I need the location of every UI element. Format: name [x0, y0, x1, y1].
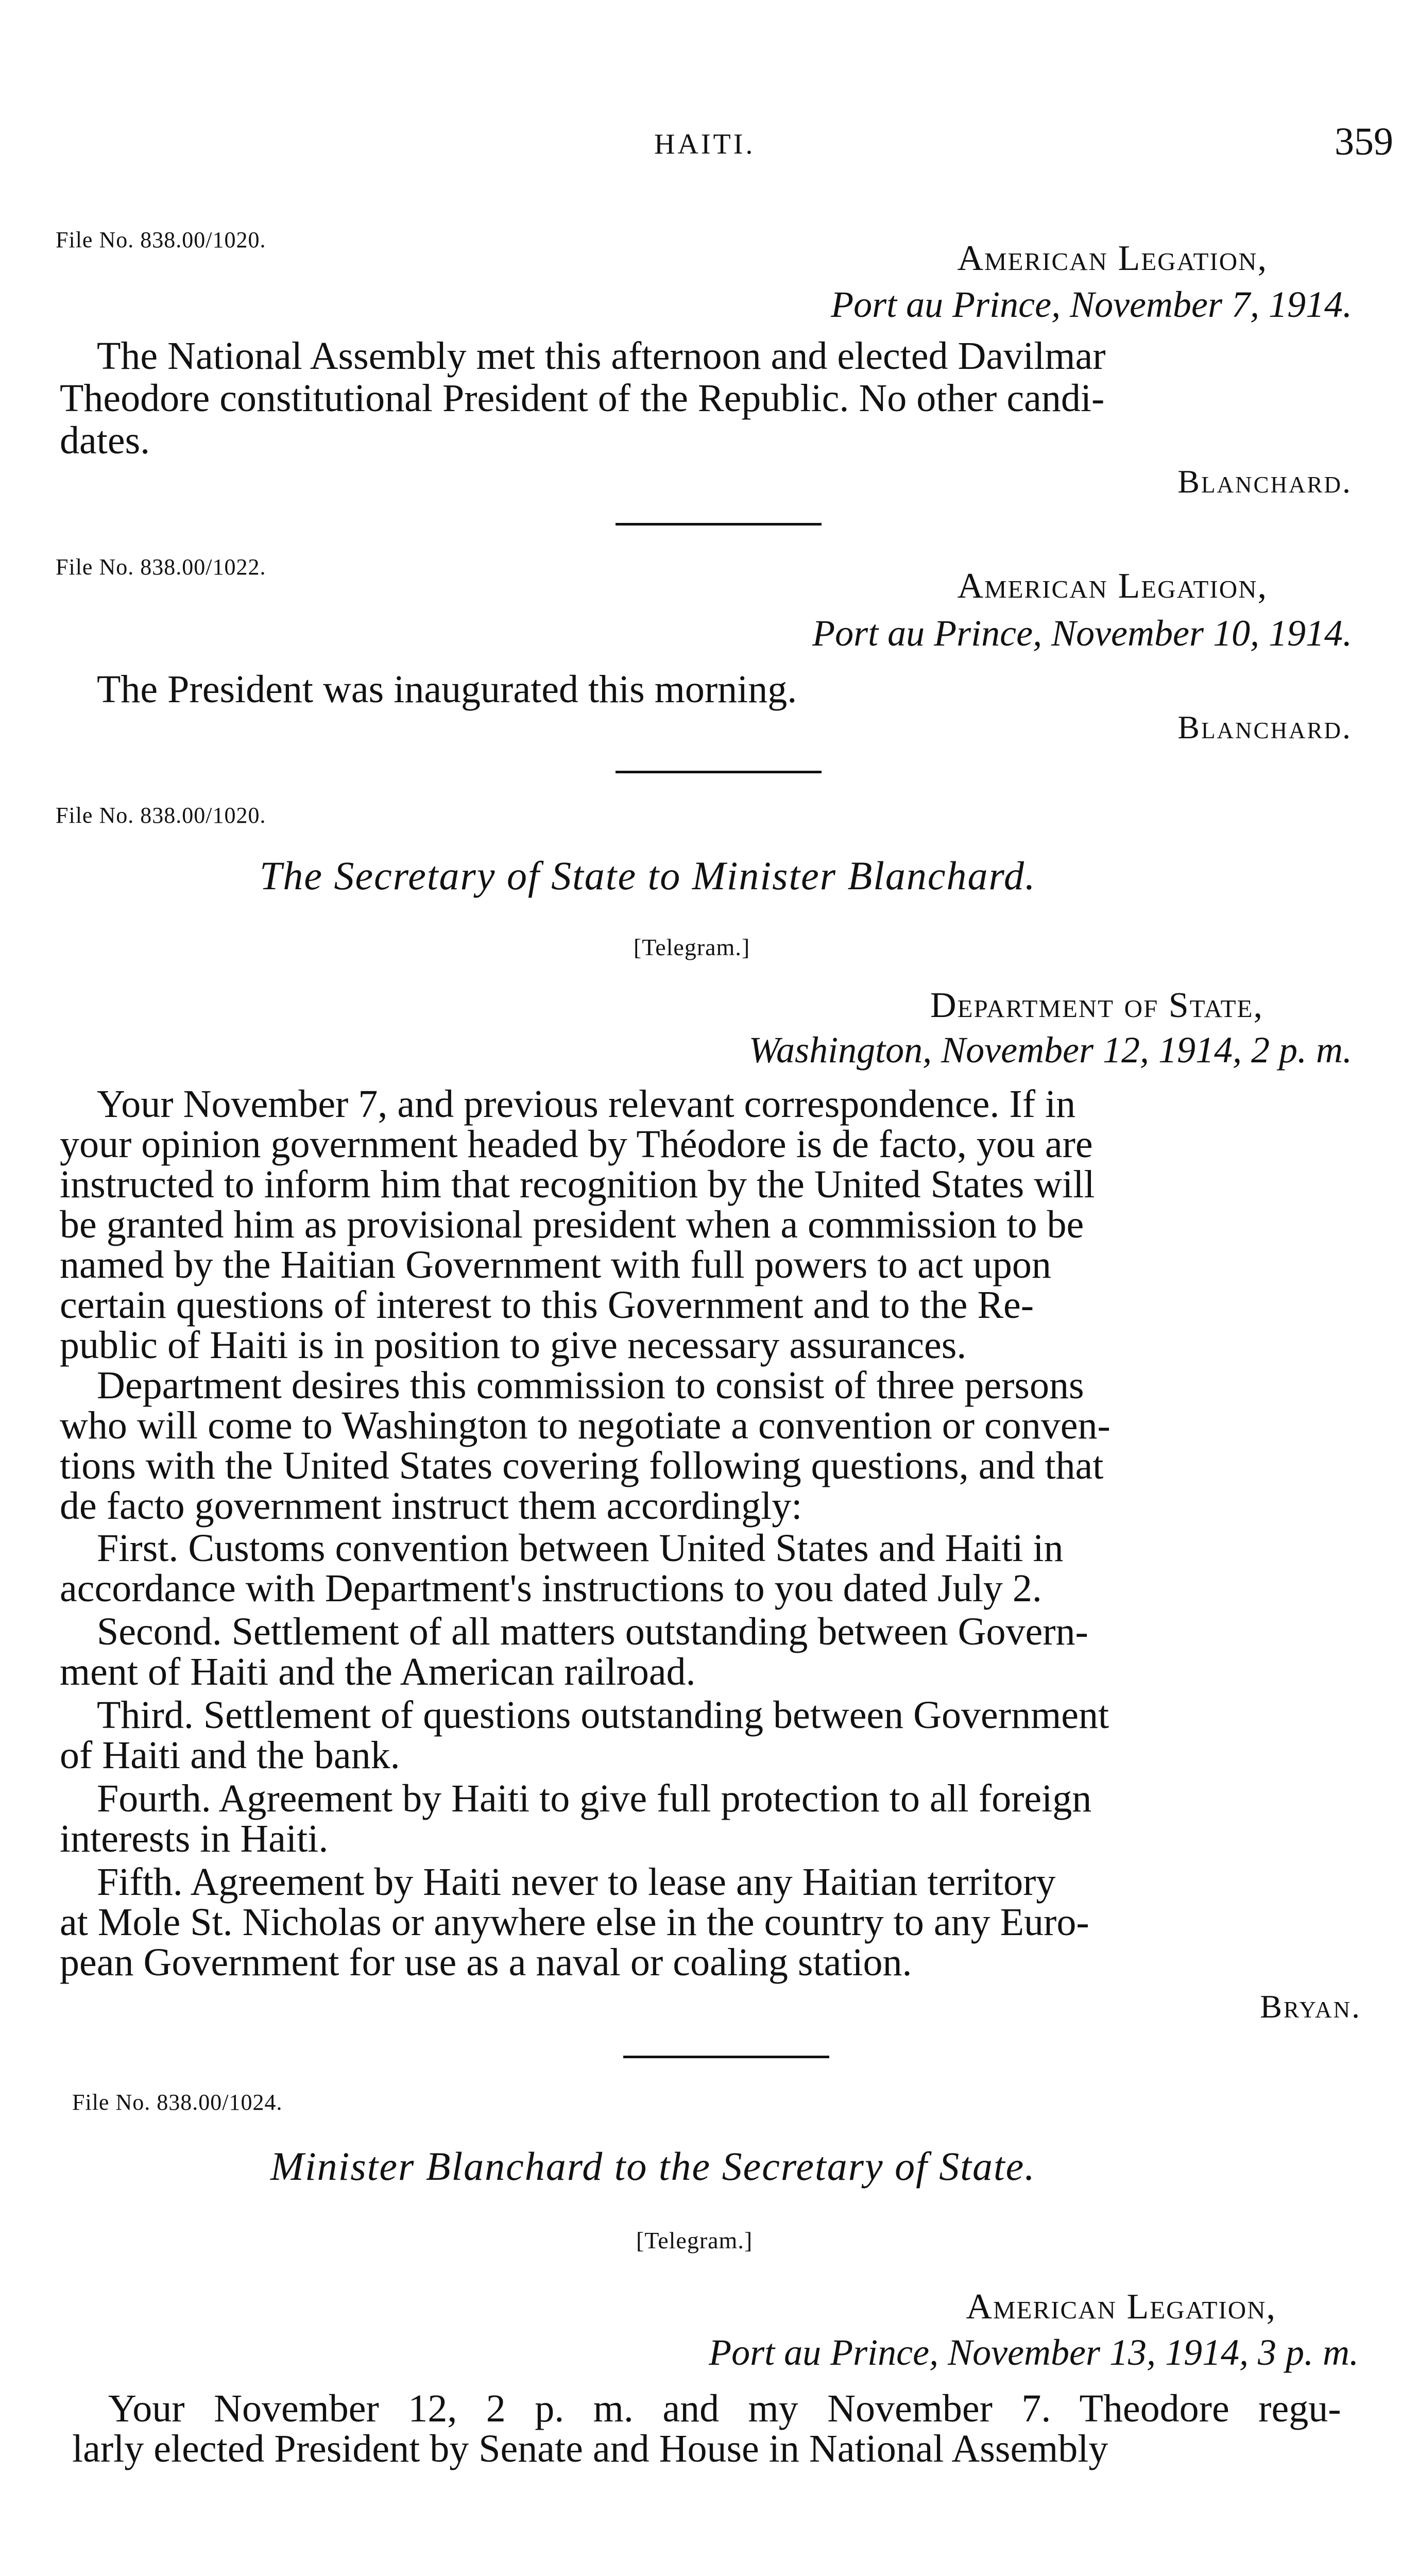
telegram-label: [Telegram.]: [636, 2227, 753, 2253]
body-line: pean Government for use as a naval or coaling station.: [60, 1941, 912, 1984]
file-number: File No. 838.00/1024.: [72, 2090, 283, 2115]
legation-address: American Legation,: [957, 239, 1268, 278]
body-line: Second. Settlement of all matters outstanding between Govern-: [97, 1610, 1088, 1653]
document-heading: The Secretary of State to Minister Blanchard.: [260, 853, 1036, 898]
section-divider: [616, 523, 822, 526]
body-line: dates.: [60, 419, 150, 462]
file-number: File No. 838.00/1020.: [56, 803, 266, 828]
file-number: File No. 838.00/1020.: [56, 227, 266, 252]
legation-address: American Legation,: [966, 2287, 1276, 2327]
body-line: tions with the United States covering following questions, and that: [60, 1444, 1104, 1487]
body-line: named by the Haitian Government with full powers to act upon: [60, 1243, 1051, 1286]
body-line: Third. Settlement of questions outstanding between Government: [97, 1693, 1109, 1737]
signature: Blanchard.: [1177, 463, 1352, 500]
body-line: your opinion government headed by Théodore is de facto, you are: [60, 1123, 1093, 1166]
body-line: The President was inaugurated this morning.: [97, 668, 797, 711]
place-date-line: Port au Prince, November 13, 1914, 3 p. m.: [709, 2332, 1359, 2373]
place-date-line: Port au Prince, November 7, 1914.: [831, 284, 1352, 325]
body-line: Fifth. Agreement by Haiti never to lease any Haitian territory: [97, 1860, 1056, 1904]
running-head: HAITI.: [654, 128, 756, 160]
department-address: Department of State,: [930, 986, 1263, 1025]
body-line: Theodore constitutional President of the Republic. No other candi-: [60, 377, 1105, 420]
section-divider: [616, 771, 822, 773]
document-heading: Minister Blanchard to the Secretary of State.: [270, 2144, 1036, 2189]
body-line: certain questions of interest to this Government and to the Re-: [60, 1283, 1034, 1327]
body-line: at Mole St. Nicholas or anywhere else in the country to any Euro-: [60, 1901, 1089, 1944]
page-number: 359: [1335, 120, 1393, 163]
body-line: instructed to inform him that recognition by the United States will: [60, 1163, 1095, 1206]
body-line: Department desires this commission to consist of three persons: [97, 1364, 1084, 1407]
body-line: Your November 12, 2 p. m. and my November 7. Theodore regu-: [108, 2387, 1341, 2430]
body-line: larly elected President by Senate and House in National Assembly: [72, 2427, 1108, 2470]
place-date-line: Washington, November 12, 1914, 2 p. m.: [748, 1029, 1352, 1071]
body-line: of Haiti and the bank.: [60, 1734, 400, 1777]
body-line: Fourth. Agreement by Haiti to give full protection to all foreign: [97, 1777, 1092, 1820]
body-line: who will come to Washington to negotiate a convention or conven-: [60, 1404, 1111, 1447]
body-line: Your November 7, and previous relevant correspondence. If in: [97, 1082, 1076, 1126]
file-number: File No. 838.00/1022.: [56, 554, 266, 580]
body-line: ment of Haiti and the American railroad.: [60, 1650, 696, 1693]
legation-address: American Legation,: [957, 566, 1268, 606]
place-date-line: Port au Prince, November 10, 1914.: [812, 613, 1352, 654]
body-line: The National Assembly met this afternoon and elected Davilmar: [97, 334, 1106, 378]
body-line: public of Haiti is in position to give necessary assurances.: [60, 1324, 967, 1367]
telegram-label: [Telegram.]: [634, 934, 750, 960]
signature: Blanchard.: [1177, 709, 1352, 745]
signature: Bryan.: [1260, 1988, 1361, 2025]
body-line: First. Customs convention between United States and Haiti in: [97, 1527, 1064, 1570]
body-line: be granted him as provisional president when a commission to be: [60, 1203, 1084, 1246]
body-line: de facto government instruct them accordingly:: [60, 1484, 802, 1528]
body-line: accordance with Department's instructions to you dated July 2.: [60, 1567, 1042, 1610]
section-divider: [623, 2056, 829, 2058]
body-line: interests in Haiti.: [60, 1817, 329, 1860]
